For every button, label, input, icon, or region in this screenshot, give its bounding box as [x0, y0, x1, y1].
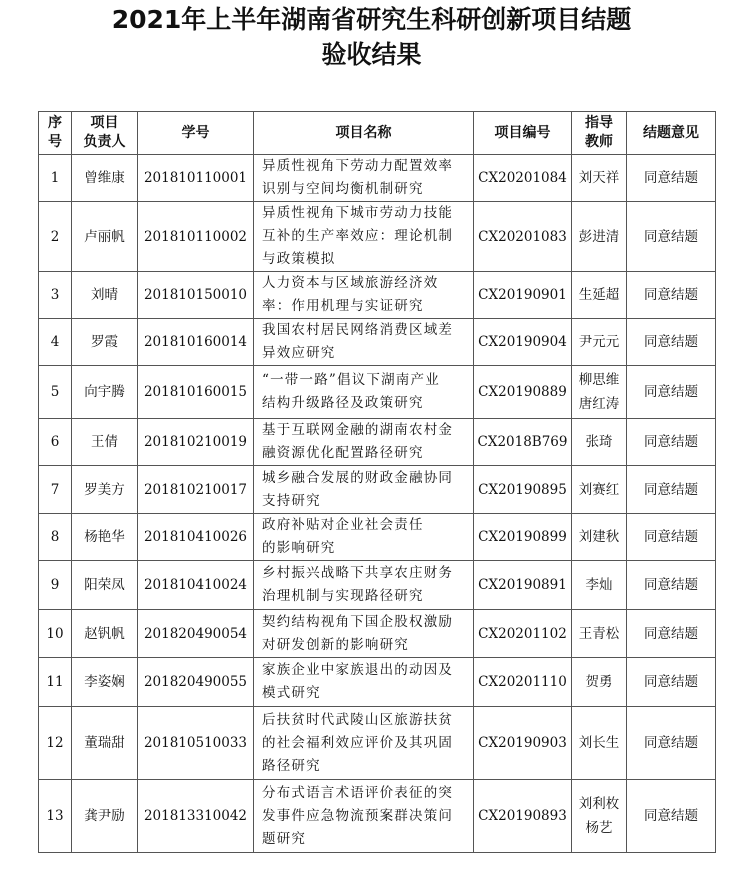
student-id: 201810150010 [138, 272, 254, 319]
table-row [39, 202, 716, 272]
header-line: 负责人 [83, 134, 126, 150]
table-row [39, 514, 716, 561]
teacher-line: 张琦 [585, 434, 613, 450]
header-student-id [138, 112, 254, 155]
teacher-line: 刘天祥 [578, 170, 620, 186]
project-leader: 王倩 [72, 419, 138, 466]
result: 同意结题 [627, 202, 716, 272]
row-number: 10 [39, 610, 72, 658]
project-name-line: 模式研究 [262, 685, 321, 701]
result: 同意结题 [627, 561, 716, 610]
project-code: CX20190904 [474, 319, 572, 366]
project-code: CX20190891 [474, 561, 572, 610]
project-name-line: 我国农村居民网络消费区域差 [262, 322, 454, 338]
header-project-code [474, 112, 572, 155]
result: 同意结题 [627, 155, 716, 202]
project-name-line: 率：作用机理与实证研究 [262, 298, 424, 314]
header-line: 项目编号 [494, 124, 551, 141]
teacher-line: 尹元元 [578, 334, 620, 350]
student-id: 201810110002 [138, 202, 254, 272]
project-name-line: 契约结构视角下国企股权激励 [262, 613, 454, 630]
project-name [254, 366, 474, 419]
row-number: 4 [39, 319, 72, 366]
header-no [39, 112, 72, 155]
row-number: 2 [39, 202, 72, 272]
project-name-line: 分布式语言术语评价表征的突 [262, 784, 454, 801]
student-id: 201810160014 [138, 319, 254, 366]
project-code: CX20190903 [474, 707, 572, 780]
page-subtitle: 验收结果 [321, 40, 422, 69]
row-number: 3 [39, 272, 72, 319]
project-name-line: 的影响研究 [262, 540, 336, 556]
project-leader: 刘晴 [72, 272, 138, 319]
student-id: 201810210017 [138, 466, 254, 514]
project-leader: 赵钒帆 [72, 610, 138, 658]
project-name [254, 319, 474, 366]
project-name-line: 后扶贫时代武陵山区旅游扶贫 [262, 711, 454, 728]
project-name-line: 互补的生产率效应：理论机制 [262, 228, 454, 244]
row-number: 5 [39, 366, 72, 419]
project-name-line: 路径研究 [262, 757, 321, 774]
project-name [254, 155, 474, 202]
header-line: 号 [48, 134, 62, 150]
header-leader [72, 112, 138, 155]
page-title: 2021年上半年湖南省研究生科研创新项目结题 [111, 5, 632, 34]
project-name-line: 基于互联网金融的湖南农村金 [262, 422, 454, 438]
student-id: 201813310042 [138, 780, 254, 853]
teacher [572, 366, 627, 419]
result: 同意结题 [627, 658, 716, 707]
project-name-line: 异质性视角下劳动力配置效率 [262, 158, 454, 174]
project-leader: 阳荣凤 [72, 561, 138, 610]
project-name-line: 人力资本与区域旅游经济效 [262, 275, 439, 291]
result: 同意结题 [627, 319, 716, 366]
student-id: 201820490055 [138, 658, 254, 707]
table-row [39, 707, 716, 780]
project-code: CX20190889 [474, 366, 572, 419]
results-table [38, 111, 716, 853]
header-project-name [254, 112, 474, 155]
teacher-line: 彭进清 [578, 228, 620, 245]
project-code: CX20190901 [474, 272, 572, 319]
header-line: 指导 [585, 115, 613, 131]
project-name-line: 融资源优化配置路径研究 [262, 445, 424, 461]
project-name-line: 与政策模拟 [262, 251, 336, 267]
table-header-row [39, 112, 716, 155]
teacher [572, 658, 627, 707]
project-name [254, 561, 474, 610]
teacher [572, 780, 627, 853]
student-id: 201810210019 [138, 419, 254, 466]
result: 同意结题 [627, 419, 716, 466]
project-code: CX20201110 [474, 658, 572, 707]
project-name-line: 异效应研究 [262, 345, 336, 361]
project-name-line: 对研发创新的影响研究 [262, 636, 409, 653]
teacher [572, 272, 627, 319]
project-name-line: 政府补贴对企业社会责任 [262, 517, 424, 533]
project-code: CX20201102 [474, 610, 572, 658]
project-name [254, 202, 474, 272]
teacher [572, 466, 627, 514]
project-leader: 龚尹励 [72, 780, 138, 853]
table-row [39, 780, 716, 853]
project-name [254, 658, 474, 707]
project-name [254, 272, 474, 319]
project-name [254, 514, 474, 561]
project-name-line: 乡村振兴战略下共享农庄财务 [262, 565, 454, 581]
teacher [572, 514, 627, 561]
project-leader: 罗霞 [72, 319, 138, 366]
project-name [254, 610, 474, 658]
project-code: CX20201083 [474, 202, 572, 272]
teacher-line: 生延超 [578, 287, 620, 303]
project-leader: 杨艳华 [72, 514, 138, 561]
project-name-line: 家族企业中家族退出的动因及 [262, 662, 454, 678]
student-id: 201810510033 [138, 707, 254, 780]
result: 同意结题 [627, 780, 716, 853]
teacher-line: 柳思维 [578, 372, 620, 388]
teacher-line: 刘建秋 [578, 529, 620, 545]
header-line: 序 [48, 115, 62, 131]
teacher-line: 李灿 [585, 577, 613, 593]
table-row [39, 466, 716, 514]
teacher-line: 刘利枚 [578, 796, 620, 812]
row-number: 12 [39, 707, 72, 780]
table-row [39, 610, 716, 658]
project-name-line: 识别与空间均衡机制研究 [262, 181, 424, 197]
teacher [572, 319, 627, 366]
header-line: 项目名称 [335, 124, 392, 141]
result: 同意结题 [627, 610, 716, 658]
project-name [254, 419, 474, 466]
teacher-line: 杨艺 [585, 820, 613, 836]
project-code: CX20190899 [474, 514, 572, 561]
table-row [39, 419, 716, 466]
table-row [39, 366, 716, 419]
project-code: CX20201084 [474, 155, 572, 202]
header-line: 项目 [90, 115, 119, 131]
result: 同意结题 [627, 272, 716, 319]
project-name-line: 题研究 [262, 830, 307, 847]
project-leader: 曾维康 [72, 155, 138, 202]
result: 同意结题 [627, 466, 716, 514]
table-row [39, 561, 716, 610]
project-leader: 李姿娴 [72, 658, 138, 707]
project-code: CX20190893 [474, 780, 572, 853]
result: 同意结题 [627, 707, 716, 780]
teacher [572, 561, 627, 610]
teacher [572, 419, 627, 466]
project-leader: 向宇腾 [72, 366, 138, 419]
teacher [572, 155, 627, 202]
student-id: 201810110001 [138, 155, 254, 202]
header-result [627, 112, 716, 155]
row-number: 13 [39, 780, 72, 853]
row-number: 8 [39, 514, 72, 561]
project-code: CX2018B769 [474, 419, 572, 466]
teacher-line: 刘赛红 [578, 481, 620, 498]
project-name-line: “一带一路”倡议下湖南产业 [262, 372, 440, 388]
teacher-line: 刘长生 [578, 735, 620, 751]
row-number: 7 [39, 466, 72, 514]
header-line: 结题意见 [643, 124, 699, 141]
student-id: 201810410026 [138, 514, 254, 561]
teacher [572, 610, 627, 658]
header-line: 教师 [585, 134, 613, 150]
project-leader: 卢丽帆 [72, 202, 138, 272]
header-teacher [572, 112, 627, 155]
project-name-line: 发事件应急物流预案群决策问 [262, 807, 454, 824]
teacher-line: 唐红涛 [578, 396, 620, 412]
result: 同意结题 [627, 366, 716, 419]
result: 同意结题 [627, 514, 716, 561]
project-name [254, 466, 474, 514]
teacher [572, 707, 627, 780]
student-id: 201810160015 [138, 366, 254, 419]
row-number: 11 [39, 658, 72, 707]
project-name-line: 结构升级路径及政策研究 [262, 395, 424, 411]
header-line: 学号 [181, 124, 210, 141]
project-name [254, 707, 474, 780]
project-name-line: 城乡融合发展的财政金融协同 [262, 469, 454, 486]
project-name-line: 治理机制与实现路径研究 [262, 588, 424, 604]
student-id: 201810410024 [138, 561, 254, 610]
project-name-line: 支持研究 [262, 492, 321, 509]
project-leader: 董瑞甜 [72, 707, 138, 780]
project-name-line: 异质性视角下城市劳动力技能 [262, 205, 454, 221]
teacher-line: 贺勇 [585, 674, 613, 690]
teacher-line: 王青松 [578, 625, 620, 642]
row-number: 9 [39, 561, 72, 610]
student-id: 201820490054 [138, 610, 254, 658]
row-number: 1 [39, 155, 72, 202]
row-number: 6 [39, 419, 72, 466]
table-row [39, 272, 716, 319]
table-row [39, 658, 716, 707]
project-name [254, 780, 474, 853]
project-leader: 罗美方 [72, 466, 138, 514]
table-row [39, 155, 716, 202]
teacher [572, 202, 627, 272]
table-row [39, 319, 716, 366]
project-code: CX20190895 [474, 466, 572, 514]
project-name-line: 的社会福利效应评价及其巩固 [262, 734, 454, 751]
